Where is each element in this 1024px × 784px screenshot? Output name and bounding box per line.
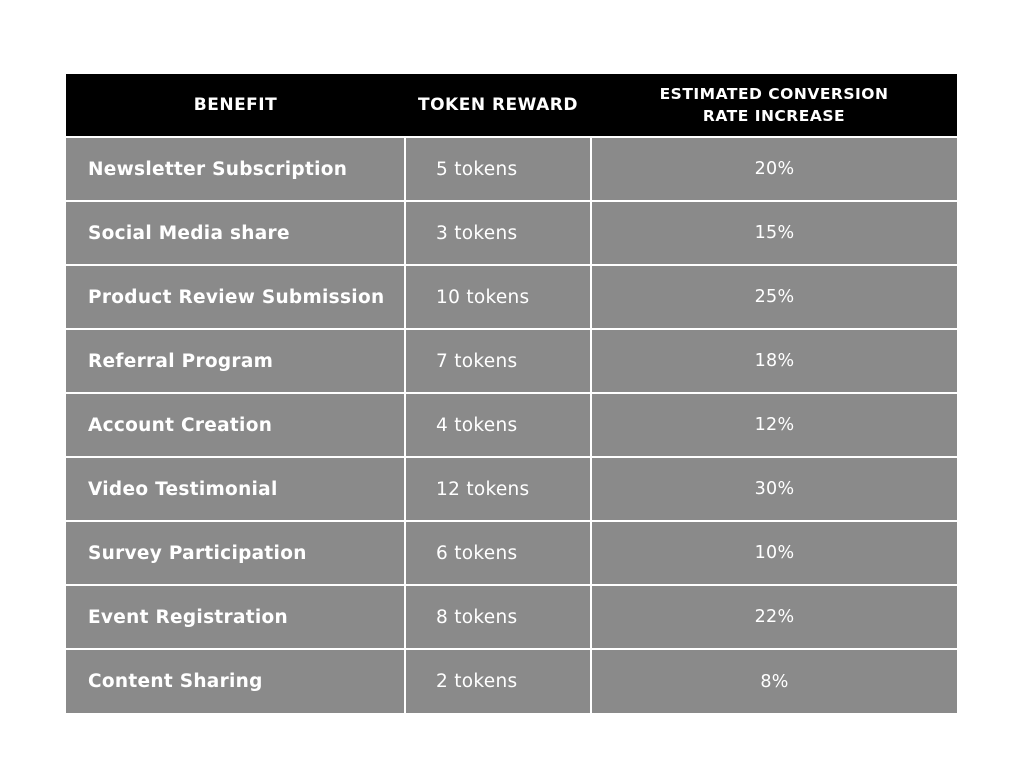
table-row (66, 649, 957, 713)
header-conversion-rate (591, 74, 957, 137)
conversion-rate-cell: 15% (591, 201, 957, 265)
benefit-cell: Product Review Submission (66, 265, 405, 329)
conversion-rate-cell: 20% (591, 137, 957, 201)
conversion-rate-cell: 8% (591, 649, 957, 713)
benefit-cell: Referral Program (66, 329, 405, 393)
benefit-cell: Social Media share (66, 201, 405, 265)
table-row (66, 329, 957, 393)
conversion-rate-cell: 30% (591, 457, 957, 521)
table-row (66, 201, 957, 265)
benefit-cell: Newsletter Subscription (66, 137, 405, 201)
benefit-cell: Video Testimonial (66, 457, 405, 521)
token-reward-cell: 7 tokens (405, 329, 591, 393)
benefit-cell: Content Sharing (66, 649, 405, 713)
token-reward-cell: 6 tokens (405, 521, 591, 585)
header-conversion-rate-line2: RATE INCREASE (702, 107, 846, 125)
conversion-rate-cell: 25% (591, 265, 957, 329)
table-body (66, 137, 957, 713)
table-row (66, 585, 957, 649)
conversion-rate-cell: 18% (591, 329, 957, 393)
token-reward-cell: 12 tokens (405, 457, 591, 521)
table-row (66, 137, 957, 201)
benefit-cell: Survey Participation (66, 521, 405, 585)
conversion-rate-cell: 10% (591, 521, 957, 585)
header-conversion-rate-line1: ESTIMATED CONVERSION (659, 85, 889, 103)
table-header-row (66, 74, 957, 137)
token-reward-cell: 8 tokens (405, 585, 591, 649)
benefits-table (66, 74, 957, 713)
token-reward-cell: 4 tokens (405, 393, 591, 457)
token-reward-cell: 10 tokens (405, 265, 591, 329)
table-row (66, 457, 957, 521)
table-row (66, 265, 957, 329)
token-reward-cell: 5 tokens (405, 137, 591, 201)
token-reward-cell: 2 tokens (405, 649, 591, 713)
table-row (66, 393, 957, 457)
benefits-table-container (66, 74, 957, 713)
token-reward-cell: 3 tokens (405, 201, 591, 265)
table-row (66, 521, 957, 585)
benefit-cell: Account Creation (66, 393, 405, 457)
header-token-reward: TOKEN REWARD (417, 95, 579, 115)
benefit-cell: Event Registration (66, 585, 405, 649)
conversion-rate-cell: 22% (591, 585, 957, 649)
header-benefit: BENEFIT (193, 95, 278, 115)
conversion-rate-cell: 12% (591, 393, 957, 457)
